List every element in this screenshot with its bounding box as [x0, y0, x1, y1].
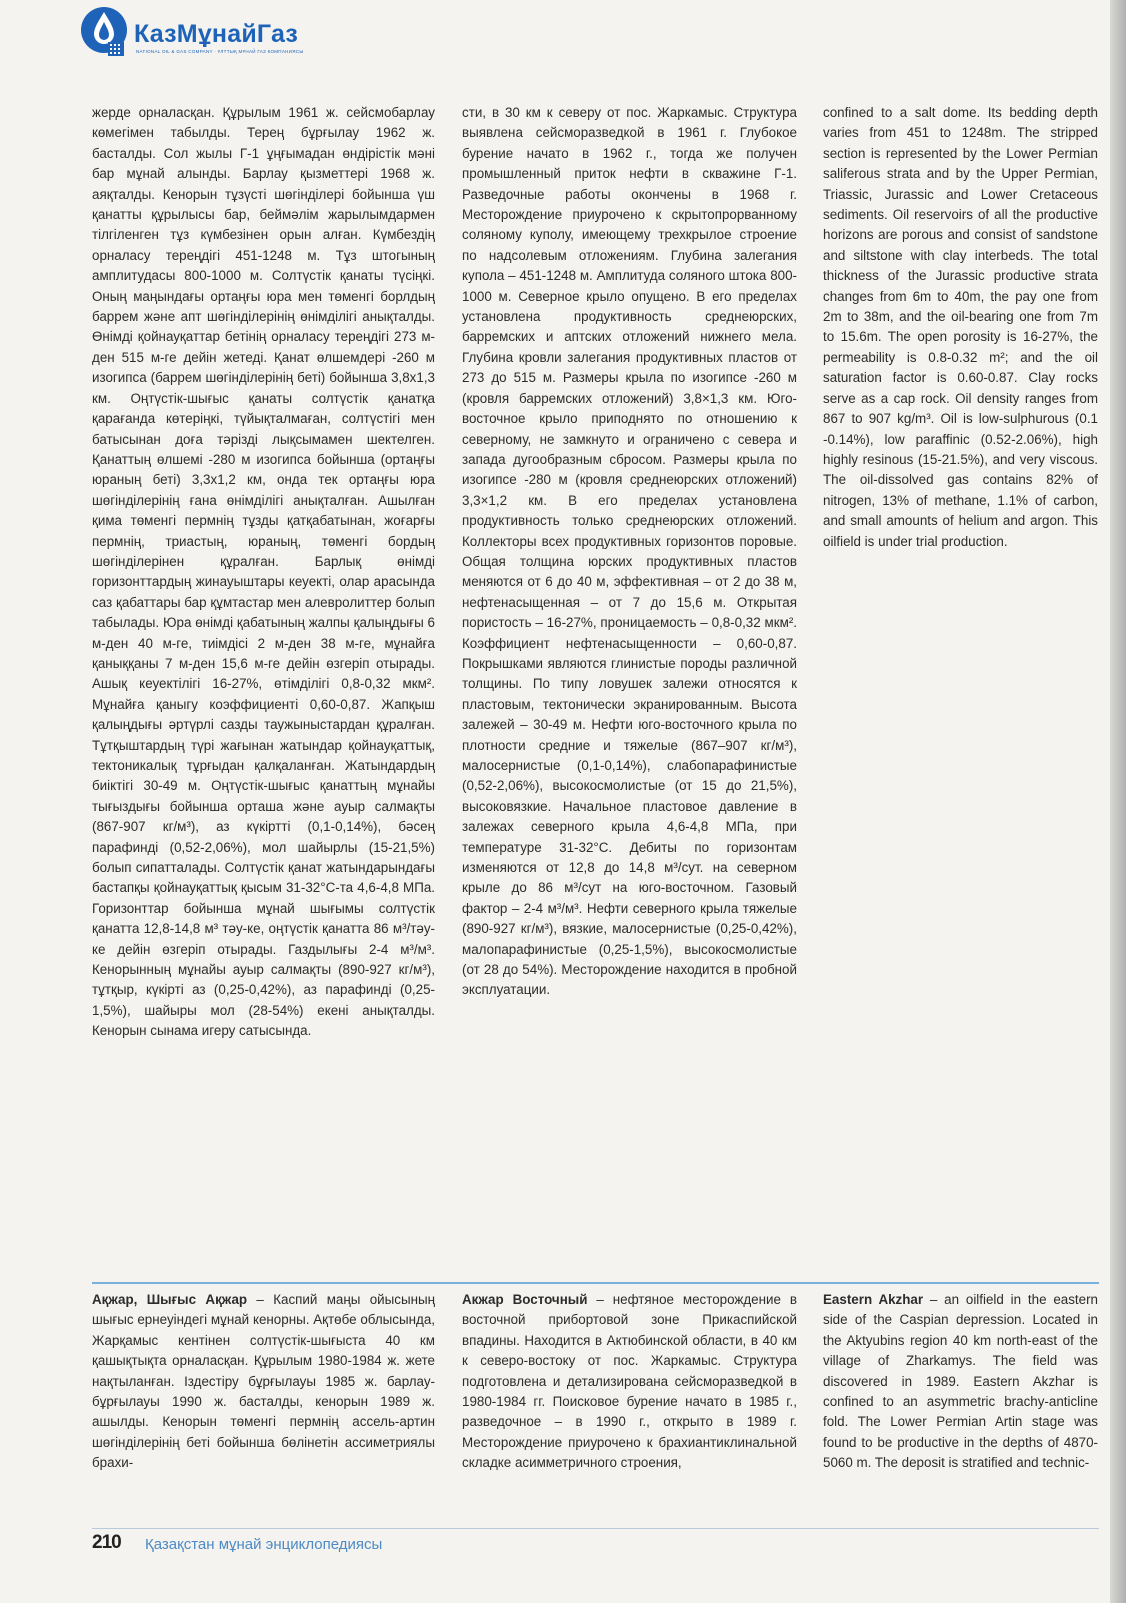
- article1-english-text: confined to a salt dome. Its bedding depth varies from 451 to 1248m. The stripped section is represented by the Lower Permian saliferous strata and by the Upper Permian, Triassic, Jurassic and Lower Cretaceous sediments. Oil reservoirs of all the productive horizons are porous and consist of sandstone and siltstone with clay interbeds. The total thickness of the Jurassic productive strata changes from 6m to 40m, the pay one from 2m to 38m, and the oil-bearing one from 7m to 15.6m. The open porosity is 16-27%, the permeability is 0.8-0.32 m²; and the oil saturation factor is 0.60-0.87. Clay rocks serve as a cap rock. Oil density ranges from 867 to 907 kg/m³. Oil is low-sulphurous (0.1 -0.14%), low paraffinic (0.52-2.06%), high highly resinous (15-21.5%), and very viscous. The oil-dissolved gas contains 82% of nitrogen, 13% of methane, 1.1% of carbon, and small amounts of helium and argon. This oilfield is under trial production.: [823, 105, 1098, 549]
- article1-russian-text: сти, в 30 км к северу от пос. Жаркамыс. Структура выявлена сейсморазведкой в 1961 г. Глубокое бурение начато в 1962 г., тогда же получен промышленный приток нефти в скважине Г-1. Разведочные работы окончены в 1968 г. Месторождение приурочено к скрытопрорванному соляному куполу, имеющему трехкрылое строение по надсолевым отложениям. Глубина залегания купола – 451-1248 м. Амплитуда соляного штока 800-1000 м. Северное крыло опущено. В его пределах установлена продуктивность среднеюрских, барремских и аптских отложений нижнего мела. Глубина кровли залегания продуктивных пластов от 273 до 515 м. Размеры крыла по изогипсе -260 м (кровля барремских отложений) 3,8×1,3 км. Юго-восточное крыло приподнято по отношению к северному, не замкнуто и ограничено с севера и запада дугообразным сбросом. Размеры крыла по изогипсе -280 м (кровля среднеюрских отложений) 3,3×1,2 км. В его пределах установлена продуктивность только среднеюрских отложений. Коллекторы всех продуктивных горизонтов поровые. Общая толщина юрских продуктивных пластов меняются от 6 до 40 м, эффективная – от 2 до 38 м, нефтенасыщенная – от 7 до 15,6 м. Открытая пористость – 16-27%, проницаемость – 0,8-0,32 мкм². Коэффициент нефтенасыщенности – 0,60-0,87. Покрышками являются глинистые породы различной толщины. По типу ловушек залежи относятся к пластовым, тектонически экранированным. Высота залежей – 30-49 м. Нефти юго-восточного крыла по плотности средние и тяжелые (867–907 кг/м³), малосернистые (0,1-0,14%), слабопарафинистые (0,52-2,06%), высокосмолистые (от 15 до 21,5%), высоковязкие. Начальное пластовое давление в залежах северного крыла 4,6-4,8 МПа, при температуре 31-32°С. Дебиты по горизонтам изменяются от 12,8 до 14,8 м³/сут. на северном крыле до 86 м³/сут на юго-восточном. Газовый фактор – 2-4 м³/м³. Нефти северного крыла тяжелые (890-927 кг/м³), вязкие, малосернистые (0,25-0,42%), малопарафинистые (0,25-1,5%), высокосмолистые (от 28 до 54%). Месторождение находится в пробной эксплуатации.: [462, 105, 797, 998]
- droplet-logo-icon: [78, 4, 130, 60]
- section-divider: [92, 1282, 1099, 1284]
- article2-english-column: [823, 1290, 1098, 1474]
- article2-kazakh-text: – Каспий маңы ойысының шығыс ернеуіндегі мұнай кенорны. Ақтөбе облысында, Жарқамыс кентінен солтүстік-шығыста 40 км қашықтықта орналасқан. Құрылым 1980-1984 ж. жете нақтыланған. Іздестіру бұрғылауы 1985 ж. барлау-бұрғылауы 1990 ж. басталды, кенорын 1989 ж. ашылды. Кенорын төменгі пермнің ассель-артин шөгінділерінің беті бойынша бөлінетін ассиметриялы брахи-: [92, 1292, 435, 1471]
- article2-english-text: – an oilfield in the eastern side of the Caspian depression. Located in the Aktyubins region 40 km north-east of the village of Zharkamys. The field was discovered in 1989. Eastern Akzhar is confined to an asymmetric brachy-anticline fold. The Lower Permian Artin stage was found to be productive in the depths of 4870-5060 m. The deposit is stratified and technic-: [823, 1292, 1098, 1471]
- article2-russian-text: – нефтяное месторождение в восточной прибортовой зоне Прикаспийской впадины. Находится в Актюбинской области, в 40 км к северо-востоку от пос. Жаркамыс. Структура подготовлена и детализирована сейсморазведкой в 1980-1984 гг. Поисковое бурение начато в 1985 г., разведочное – в 1990 г., открыто в 1989 г. Месторождение приурочено к брахиантиклинальной складке асимметричного строения,: [462, 1292, 797, 1471]
- article2-russian-term: Акжар Восточный: [462, 1292, 588, 1307]
- article1-english-column: [823, 103, 1098, 552]
- company-logo: [78, 4, 398, 60]
- page-number: 210: [92, 1532, 121, 1553]
- article1-russian-column: [462, 103, 797, 1001]
- article2-english-term: Eastern Akzhar: [823, 1292, 924, 1307]
- page-edge-shadow: [1110, 0, 1126, 1603]
- article2-kazakh-term: Ақжар, Шығыс Ақжар: [92, 1292, 248, 1307]
- book-title: Қазақстан мұнай энциклопедиясы: [145, 1536, 383, 1553]
- article1-kazakh-text: жерде орналасқан. Құрылым 1961 ж. сейсмобарлау көмегімен табылды. Терең бұрғылау 1962 ж. басталды. Сол жылы Г-1 ұңғымадан өндірістік мәні бар мұнай алынды. Барлау қызметтері 1968 ж. аяқталды. Кенорын тұзүсті шөгінділері бойынша үш қанатты құрылысы бар, беймәлім жарылымдармен тілгіленген тұз күмбезінен орын алған. Күмбездің орналасу тереңдігі 451-1248 м. Тұз штогының амплитудасы 800-1000 м. Солтүстік қанаты түсіңкі. Оның маңындағы ортаңғы юра мен төменгі борлдың баррем және апт шөгінділерінің өнімділігі анықталды. Өнімді қойнауқаттар бетінің орналасу тереңдігі 273 м-ден 515 м-ге дейін жетеді. Қанат өлшемдері -260 м изогипса (баррем шөгінділерінің беті) бойынша 3,8х1,3 км. Оңтүстік-шығыс қанаты солтүстік қанатқа қарағанда көтеріңкі, түйықталмаған, солтүстігі мен батысынан доға тәрізді лықсымамен шектелген. Қанаттың өлшемі -280 м изогипса бойынша (ортаңғы юраның беті) 3,3х1,2 км, онда тек ортаңғы юра шөгінділерінің ғана өнімділігі анықталған. Ашылған қима төменгі пермнің тұзды қатқабатынан, жоғарғы пермнің, триастың, юраның, төменгі бордың шөгінділерінен құралған. Барлық өнімді горизонттардың жинауыштары кеуекті, олар арасында саз қабаттары бар құмтастар мен алевролиттер болып табылады. Юра өнімді қабатының жалпы қалыңдығы 6 м-ден 40 м-ге, тиімдісі 2 м-ден 38 м-ге, мұнайға қаныққаны 7 м-ден 15,6 м-ге дейін өзгеріп отырады. Ашық кеуектілігі 16-27%, өтімділігі 0,8-0,32 мкм². Мұнайға қаныгу коэффициенті 0,60-0,87. Жапқыш қалыңдығы әртүрлі сазды таужыныстардан құралған. Тұтқыштардың түрі жағынан жатындар қойнауқаттық, тектоникалық тұрғыдан қалқаланған. Жатындардың биіктігі 30-49 м. Оңтүстік-шығыс қанаттың мұнайы тығыздығы бойынша орташа және ауыр салмақты (867-907 кг/м³), аз күкіртті (0,1-0,14%), бәсең парафинді (0,52-2,06%), мол шайырлы (15-21,5%) болып сипатталады. Солтүстік қанат жатындарындағы бастапқы қойнауқаттық қысым 31-32°С-та 4,6-4,8 МПа. Горизонттар бойынша мұнай шығымы солтүстік қанатта 12,8-14,8 м³ тәу-ке, оңтүстік қанатта 86 м³/тәу-ке дейін өзгеріп отырады. Газдылығы 2-4 м³/м³. Кенорынның мұнайы ауыр салмақты (890-927 кг/м³), тұтқыр, күкірті аз (0,25-0,42%), аз парафинді (0,25-1,5%), шайыры мол (28-54%) екені анықталды. Кенорын сынама игеру сатысында.: [92, 105, 435, 1039]
- logo-title: КазМұнайГаз: [134, 20, 298, 48]
- article2-russian-column: [462, 1290, 797, 1474]
- footer-divider: [92, 1528, 1099, 1529]
- article1-kazakh-column: [92, 103, 435, 1042]
- article2-kazakh-column: [92, 1290, 435, 1474]
- logo-subtitle: NATIONAL OIL & GAS COMPANY · ҰЛТТЫҚ МҰНАЙ ГАЗ КОМПАНИЯСЫ: [136, 49, 304, 54]
